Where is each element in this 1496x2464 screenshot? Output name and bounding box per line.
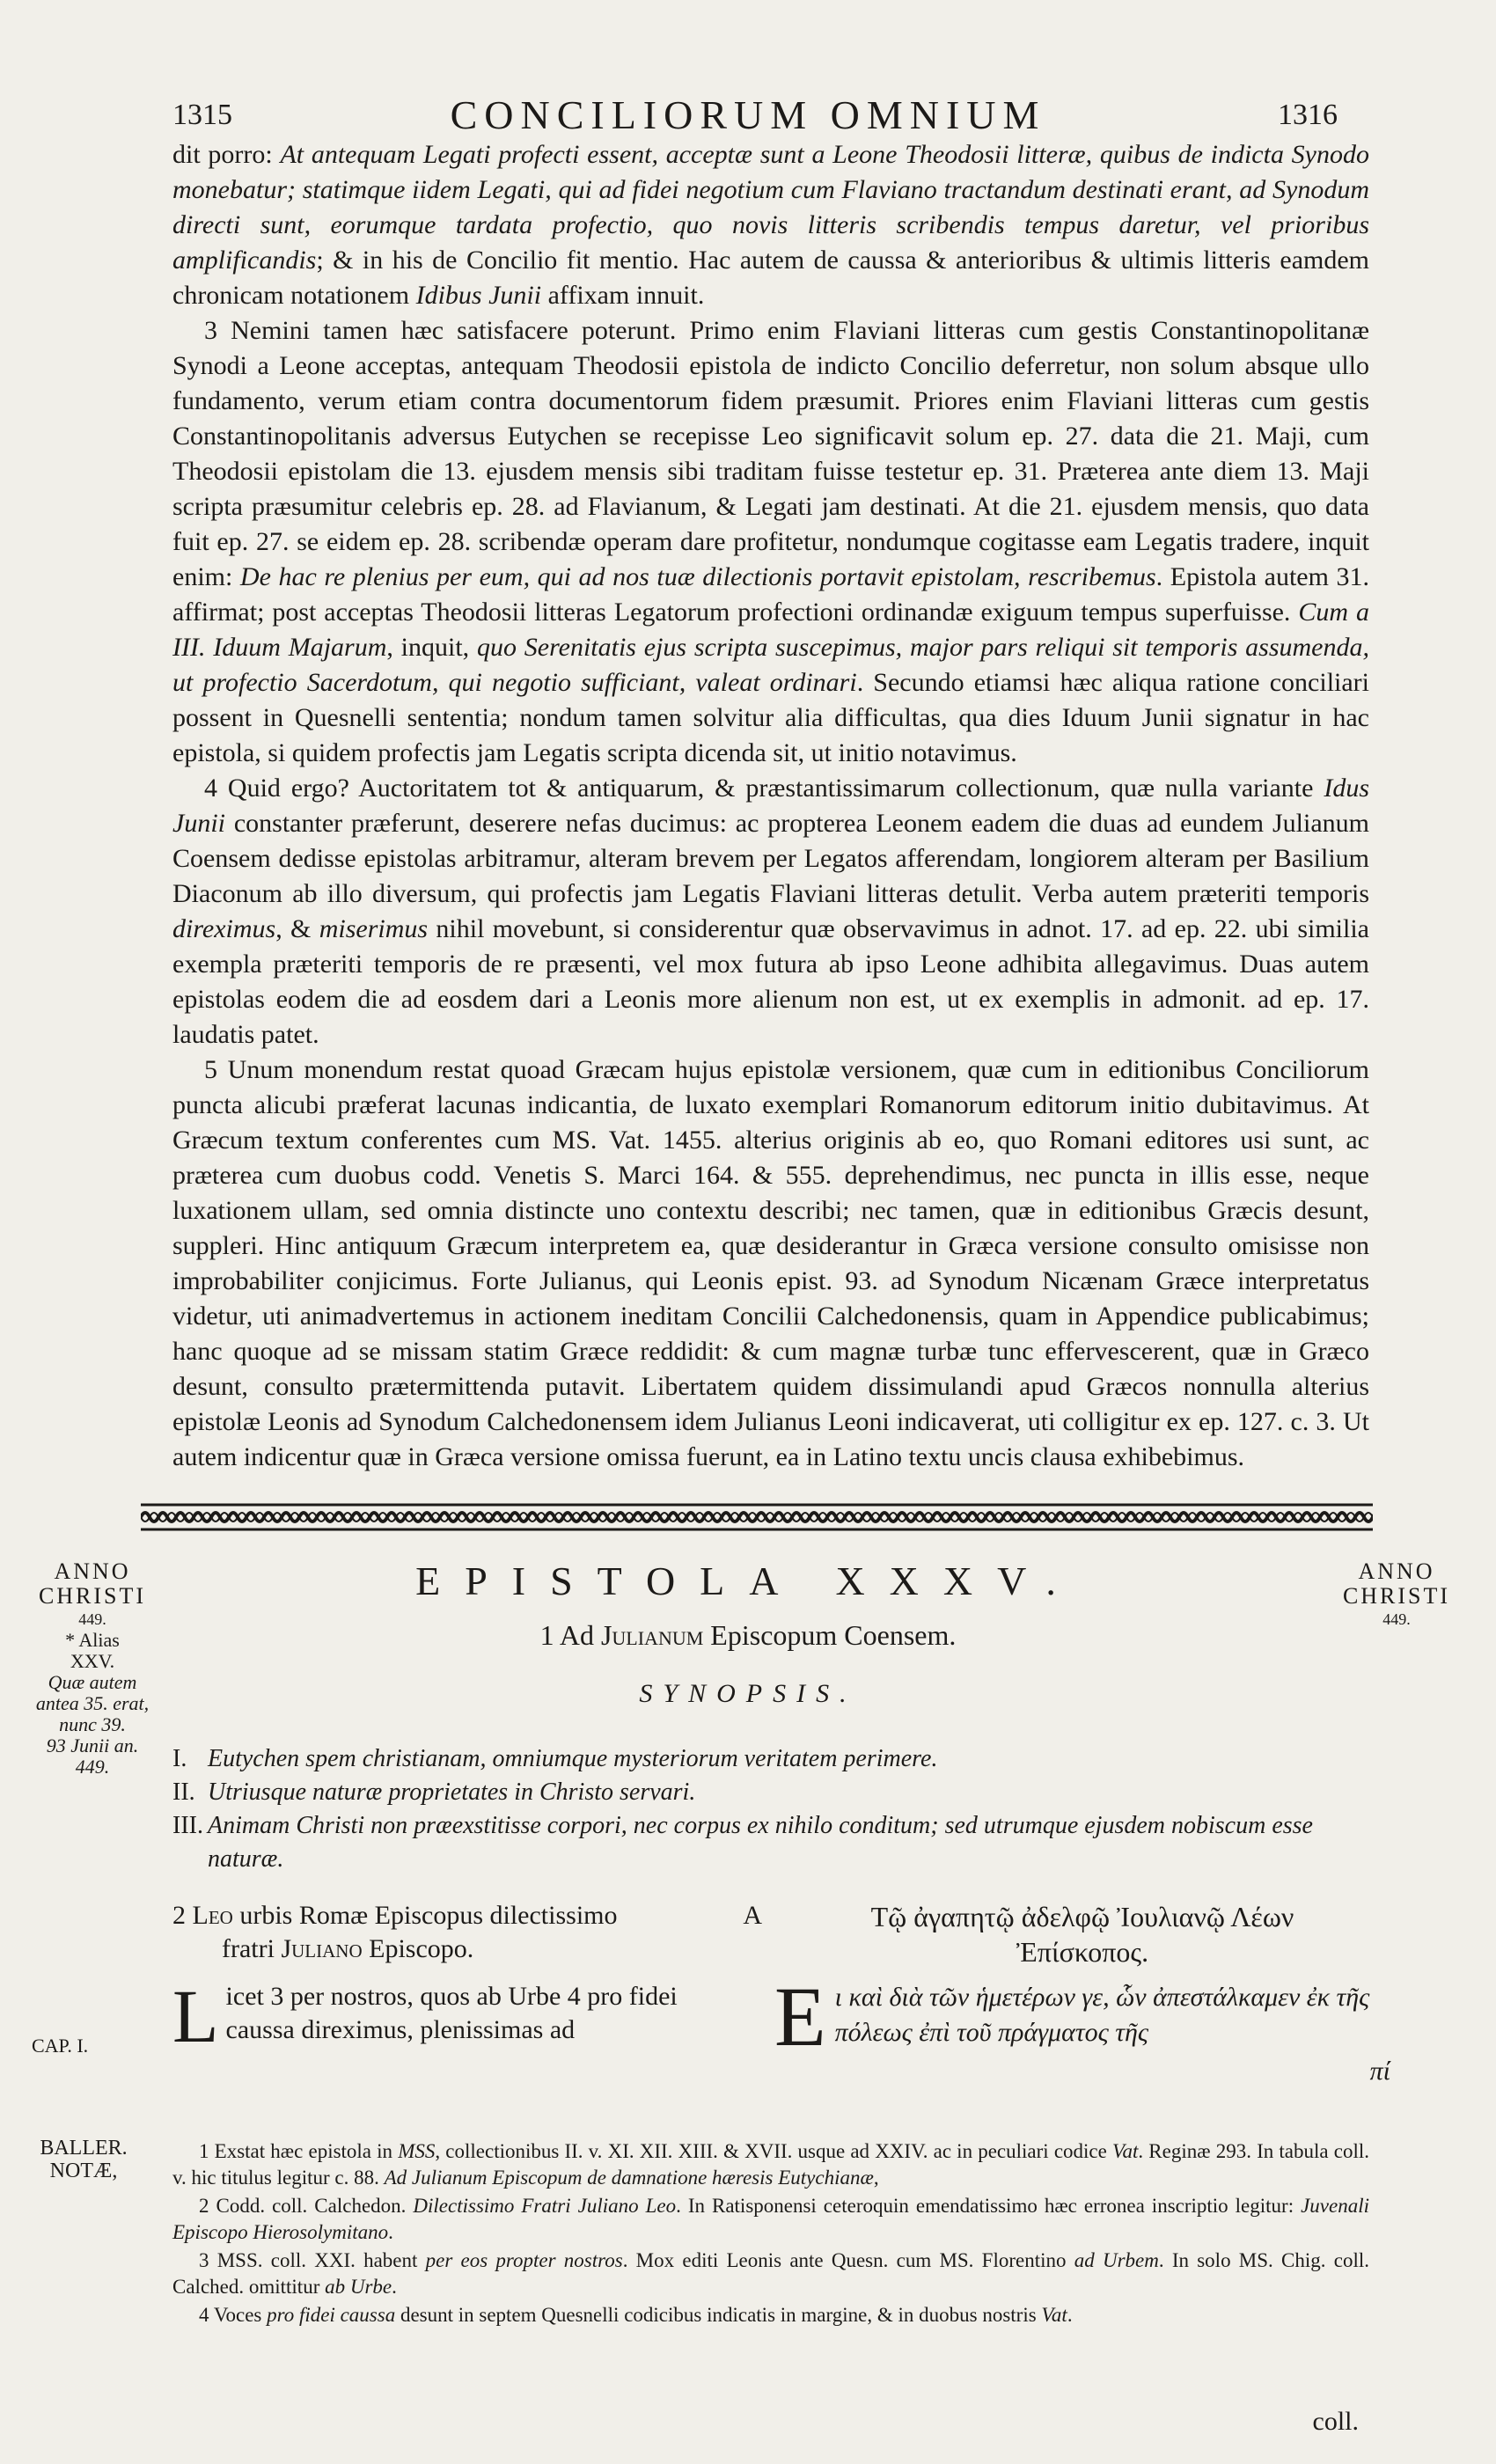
margin-christi: CHRISTI xyxy=(38,1583,147,1609)
synopsis-item xyxy=(172,1809,1369,1876)
salutation-line2-post: Episcopo. xyxy=(362,1934,474,1963)
salutation-line2-pre: fratri xyxy=(222,1934,282,1963)
margin-alias: * Alias xyxy=(65,1629,120,1651)
address-prefix: Ad xyxy=(559,1619,601,1651)
margin-year: 449. xyxy=(1382,1610,1411,1628)
synopsis-text: Eutychen spem christianam, omniumque mysteriorum veritatem perimere. xyxy=(208,1745,938,1772)
margin-anno: ANNO xyxy=(1358,1558,1435,1584)
synopsis-item xyxy=(172,1742,1369,1776)
footnote-2: 2 Codd. coll. Calchedon. Dilectissimo Fratri Juliano Leo. In Ratisponensi ceteroquin emendatissimo hæc erronea inscriptio legitur: Juvenali Episcopo Hierosolymitano. xyxy=(172,2195,1369,2243)
salutation-latin-line1 xyxy=(172,1899,762,1932)
footnotes xyxy=(172,2138,1369,2330)
margin-note-line: antea 35. erat, xyxy=(35,1692,150,1714)
paragraph-2-end: dit porro: At antequam Legati profecti essent, acceptæ sunt a Leone Theodosii litteræ, quibus de indicta Synodo monebatur; statimque iidem Legati, qui ad fidei negotium cum Flaviano tractandum destinati erant, ad Synodum directi sunt, eorumque tardata profectio, quo novis litteris scribendis tempus daretur, vel prioribus amplificandis; & in his de Concilio fit mentio. Hac autem de caussa & anterioribus & ultimis litteris eamdem chronicam notationem Idibus Junii affixam innuit. xyxy=(172,140,1369,310)
epistle-title: EPISTOLA XXXV. xyxy=(415,1558,1081,1603)
margin-note-line: Quæ autem xyxy=(48,1671,137,1693)
salutation-greek-line1: Τῷ ἀγαπητῷ ἀδελφῷ Ἰουλιανῷ Λέων xyxy=(870,1901,1294,1932)
salutation-greek-line2: Ἐπίσκοπος. xyxy=(1016,1936,1149,1968)
latin-body: icet 3 per nostros, quos ab Urbe 4 pro fidei caussa direximus, plenissimas ad xyxy=(225,1982,678,2044)
intro-text xyxy=(172,137,1369,1475)
drop-initial-latin: L xyxy=(172,1974,219,2058)
notes-label-line2: NOTÆ, xyxy=(49,2160,118,2182)
margin-note-line: 449. xyxy=(75,1756,110,1778)
drop-initial-greek: E xyxy=(774,1969,826,2064)
column-letter: A xyxy=(743,1901,762,1930)
chapter-label: CAP. I. xyxy=(32,2035,89,2057)
paragraph-5: 5 Unum monendum restat quoad Græcam hujus epistolæ versionem, quæ cum in editionibus Conciliorum puncta alicubi præferat lacunas indicantia, de luxato exemplari Romanorum editorum initio dubitavimus. At Græcum textum conferentes cum MS. Vat. 1455. alterius originis ab eo, quo Romani editores usi sunt, ac præterea cum duobus codd. Venetis S. Marci 164. & 555. deprehendimus, nec puncta in illis esse, neque luxationem ullam, sed omnia distincte uno contextu describi; nec tamen, quæ in editionibus Græcis desunt, suppleri. Hinc antiquum Græcum interpretem ea, quæ desiderantur in Græca versione consulto omisisse non improbabiliter conjicimus. Forte Julianus, qui Leonis epist. 93. ad Synodum Nicænam Græce interpretatus videtur, uti animadvertemus in actionem ineditam Concilii Calchedonensis, quam in Appendice publicabimus; hanc quoque ad se missam statim Græce reddidit: & cum magnæ turbæ tunc effervescerent, quæ in Græco desunt, consulto prætermittenda putavit. Libertatem quidem dissimulandi apud Græcos nonnulla alterius epistolæ Leonis ad Synodum Calchedonensem idem Julianus Leoni indicaverat, uti colligitur ex ep. 127. c. 3. Ut autem indicentur quæ in Græca versione omissa fuerunt, ea in Latino textu uncis clausa exhibebimus. xyxy=(172,1055,1369,1471)
salutation-line1: urbis Romæ Episcopus dilectissimo xyxy=(232,1901,618,1930)
margin-anno: ANNO xyxy=(54,1558,131,1584)
salutation-julianus: Juliano xyxy=(281,1934,363,1963)
salutation-note-ref: 2 xyxy=(172,1901,186,1930)
salutation-leo: Leo xyxy=(192,1901,233,1930)
synopsis-number: III. xyxy=(172,1812,203,1839)
margin-christi: CHRISTI xyxy=(1342,1583,1451,1609)
catchword: coll. xyxy=(1312,2407,1359,2436)
salutation-greek xyxy=(774,1899,1390,1969)
paragraph-3: 3 Nemini tamen hæc satisfacere poterunt. Primo enim Flaviani litteras cum gestis Constantinopolitanæ Synodi a Leone acceptas, antequam Theodosii epistola de indicto Concilio deferretur, non solum absque ullo fundamento, verum etiam contra documentorum fidem præsumit. Priores enim Flaviani litteras cum gestis Constantinopolitanis adversus Eutychen se recepisse Leo significavit solum ep. 27. data die 21. Maji, cum Theodosii epistolam die 13. ejusdem mensis sibi traditam fuisse testetur ep. 31. Præterea ante diem 13. Maji scripta præsumitur celebris ep. 28. ad Flavianum, & Legati jam destinati. At die 21. ejusdem mensis, quo data fuit ep. 27. se eidem ep. 28. scribendæ operam dare profitetur, nondumque cogitasse eam Legatis tradere, inquit enim: De hac re plenius per eum, qui ad nos tuæ dilectionis portavit epistolam, rescribemus. Epistola autem 31. affirmat; post acceptas Theodosii litteras Legatorum profectioni ordinandæ exiguum tempus superfuisse. Cum a III. Iduum Majarum, inquit, quo Serenitatis ejus scripta suscepimus, major pars reliqui sit temporis assumenda, ut profectio Sacerdotum, qui negotio sufficiant, valeat ordinari. Secundo etiamsi hæc aliqua ratione conciliari possent in Quesnelli sententia; nondum tamen solvitur alia difficultas, qua dies Iduum Junii signatur in hac epistola, si quidem profectis jam Legatis scripta dicenda sit, ut initio notavimus. xyxy=(172,316,1370,767)
margin-note-line: nunc 39. xyxy=(59,1713,126,1735)
paragraph-4: 4 Quid ergo? Auctoritatem tot & antiquarum, & præstantissimarum collectionum, quæ nulla variante Idus Junii constanter præferunt, deserere nefas ducimus: ac propterea Leonem eadem die duas ad eundem Julianum Coensem dedisse epistolas arbitramur, alteram brevem per Legatos afferendam, longiorem alteram per Basilium Diaconum ab illo diversum, qui profectis jam Legatis Flaviani litteras detulit. Verba autem præteriti temporis direximus, & miserimus nihil movebunt, si considerentur quæ observavimus in adnot. 17. ad ep. 22. ubi similia exempla præteriti temporis de re præsenti, vel mox futura ab ipso Leone adhibita allegavimus. Duas autem epistolas eodem die ad eosdem dari a Leonis more alienum non est, ut ex exemplis in admonit. ad ep. 17. laudatis patet. xyxy=(172,774,1369,1049)
address-name: Julianum xyxy=(600,1619,704,1651)
greek-last-line: πί xyxy=(1369,2057,1390,2086)
margin-alias-number: XXV. xyxy=(70,1650,115,1672)
synopsis-title: SYNOPSIS. xyxy=(639,1679,857,1708)
epistle-address xyxy=(370,1619,1126,1652)
latin-text xyxy=(172,1974,736,2058)
salutation-latin-line2 xyxy=(172,1932,736,1966)
synopsis-item xyxy=(172,1776,1369,1809)
synopsis-number: I. xyxy=(172,1745,187,1772)
notes-label xyxy=(18,2137,150,2182)
footnote-4: 4 Voces pro fidei caussa desunt in septem Quesnelli codicibus indicatis in margine, & in duobus nostris Vat. xyxy=(199,2304,1073,2326)
synopsis-number: II. xyxy=(172,1778,195,1806)
running-title: CONCILIORUM OMNIUM xyxy=(450,92,1046,137)
address-note-ref: 1 xyxy=(539,1619,554,1651)
page-number-right: 1316 xyxy=(1278,99,1338,131)
synopsis-text: Animam Christi non præexstitisse corpori, nec corpus ex nihilo conditum; sed utrumque ejusdem nobiscum esse naturæ. xyxy=(208,1812,1313,1873)
salutation-latin xyxy=(172,1899,762,1966)
greek-body: ι καὶ διὰ τῶν ἡμετέρων γε, ὧν ἀπεστάλκαμεν ἐκ τῆς πόλεως ἐπὶ τοῦ πράγματος τῆς xyxy=(834,1983,1370,2047)
margin-note-line: 93 Junii an. xyxy=(46,1734,139,1756)
footnote-1: 1 Exstat hæc epistola in MSS, collectionibus II. v. XI. XII. XIII. & XVII. usque ad XXIV. ac in peculiari codice Vat. Reginæ 293. In tabula coll. v. hic titulus legitur c. 88. Ad Julianum Episcopum de damnatione hæresis Eutychianæ, xyxy=(172,2140,1370,2189)
synopsis-text: Utriusque naturæ proprietates in Christo servari. xyxy=(208,1778,696,1806)
synopsis-list xyxy=(172,1742,1369,1876)
ornamental-divider xyxy=(141,1501,1373,1533)
footnote-3: 3 MSS. coll. XXI. habent per eos propter nostros. Mox editi Leonis ante Quesn. cum MS. Florentino ad Urbem. In solo MS. Chig. coll. Calched. omittitur ab Urbe. xyxy=(172,2249,1369,2298)
margin-left xyxy=(35,1559,150,1778)
greek-text xyxy=(774,1969,1390,2089)
page-number-left: 1315 xyxy=(172,99,232,131)
margin-year: 449. xyxy=(78,1610,106,1628)
margin-right xyxy=(1331,1559,1463,1630)
address-suffix: Episcopum Coensem. xyxy=(703,1619,957,1651)
notes-label-line1: BALLER. xyxy=(40,2137,128,2160)
